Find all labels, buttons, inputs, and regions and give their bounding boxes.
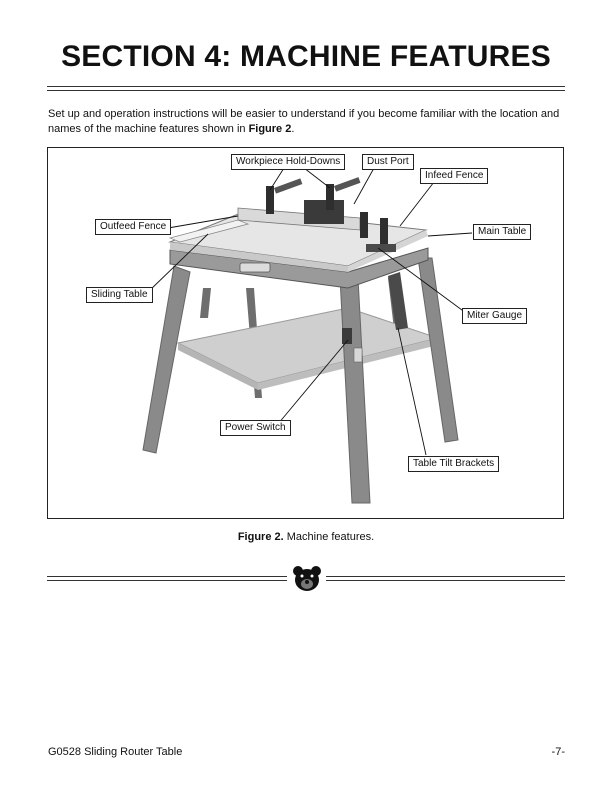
back-left-leg [200,288,211,318]
grizzly-bear-logo-icon [292,565,322,593]
title-rule-bottom [47,90,565,91]
hold-down-left-post [266,186,274,214]
intro-end: . [291,123,295,135]
callout-sliding-table: Sliding Table [86,287,153,303]
callout-outfeed-fence: Outfeed Fence [95,219,171,235]
hold-down-right-arm [334,177,360,192]
brand-plate [240,263,270,272]
callout-miter-gauge: Miter Gauge [462,308,527,324]
footer-divider-right [326,576,565,581]
caption-label: Figure 2. [237,531,284,543]
callout-dust-port: Dust Port [362,154,414,170]
intro-text: Set up and operation instructions will be easier to understand if you become familiar with the location and names of the machine features shown in [48,108,560,135]
intro-paragraph [48,107,568,137]
title-rule-top [47,86,565,87]
callout-infeed-fence: Infeed Fence [420,168,488,184]
footer-page-number: -7- [551,746,565,758]
front-right-leg [418,258,458,442]
callout-workpiece-hold-downs: Workpiece Hold-Downs [231,154,345,170]
dust-port-block [304,200,344,224]
miter-gauge-body [366,244,396,252]
infeed-knob-1 [360,212,368,238]
machine-figure [47,147,564,519]
page-title: SECTION 4: MACHINE FEATURES [61,40,551,73]
intro-figure-ref: Figure 2 [248,123,292,135]
infeed-knob-2 [380,218,388,244]
callout-table-tilt-brackets: Table Tilt Brackets [408,456,499,472]
figure-caption [0,531,612,543]
caption-text: Machine features. [283,531,375,543]
callout-power-switch: Power Switch [220,420,291,436]
callout-main-table: Main Table [473,224,531,240]
footer-divider-left [47,576,287,581]
warning-label [354,348,362,362]
hold-down-left-arm [274,178,302,193]
footer-model: G0528 Sliding Router Table [48,746,183,758]
front-center-leg [340,278,370,503]
